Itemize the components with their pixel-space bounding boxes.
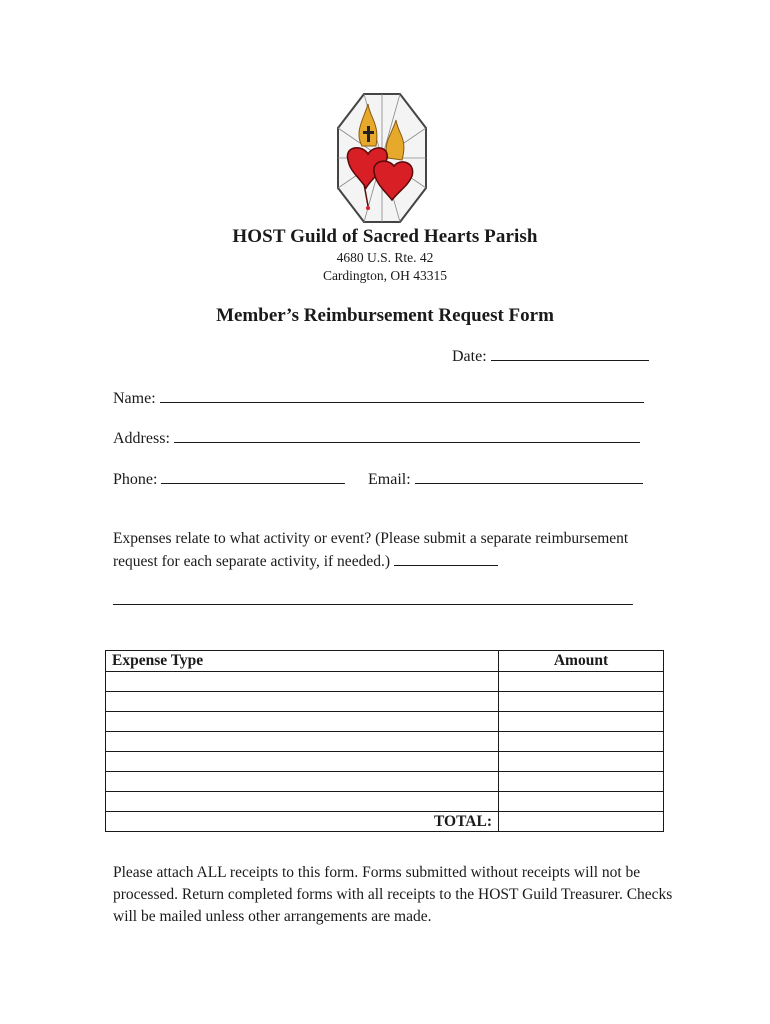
activity-input-line-2[interactable] xyxy=(113,604,633,605)
expense-type-cell[interactable] xyxy=(106,712,499,732)
expense-type-cell[interactable] xyxy=(106,772,499,792)
total-label: TOTAL: xyxy=(106,812,499,832)
date-input-line[interactable] xyxy=(491,344,649,361)
expense-type-cell[interactable] xyxy=(106,752,499,772)
table-row xyxy=(106,752,664,772)
expense-question-text: Expenses relate to what activity or event? (Please submit a separate reimbursement request for each separate activity, if needed.) xyxy=(113,530,629,570)
expense-type-cell[interactable] xyxy=(106,672,499,692)
table-row xyxy=(106,772,664,792)
phone-label: Phone: xyxy=(113,471,158,488)
expense-table xyxy=(105,650,664,832)
email-field xyxy=(368,467,643,489)
name-field xyxy=(113,386,644,408)
amount-cell[interactable] xyxy=(499,772,664,792)
amount-cell[interactable] xyxy=(499,672,664,692)
expense-rows xyxy=(106,672,664,812)
table-header-row xyxy=(106,651,664,672)
address-input-line[interactable] xyxy=(174,426,640,443)
phone-field xyxy=(113,467,345,489)
form-title: Member’s Reimbursement Request Form xyxy=(216,305,554,326)
table-row xyxy=(106,692,664,712)
address-line-1: 4680 U.S. Rte. 42 xyxy=(336,250,434,265)
address-field xyxy=(113,426,640,448)
email-label: Email: xyxy=(368,471,411,488)
amount-cell[interactable] xyxy=(499,692,664,712)
expense-type-cell[interactable] xyxy=(106,692,499,712)
table-row xyxy=(106,712,664,732)
amount-cell[interactable] xyxy=(499,752,664,772)
amount-cell[interactable] xyxy=(499,732,664,752)
col-expense-type: Expense Type xyxy=(106,651,499,672)
address-line-2: Cardington, OH 43315 xyxy=(322,268,448,283)
sacred-hearts-logo xyxy=(334,88,430,226)
amount-cell[interactable] xyxy=(499,712,664,732)
phone-input-line[interactable] xyxy=(161,467,345,484)
date-field xyxy=(452,344,649,366)
org-name: HOST Guild of Sacred Hearts Parish xyxy=(232,226,538,247)
expense-type-cell[interactable] xyxy=(106,732,499,752)
table-row xyxy=(106,732,664,752)
table-row xyxy=(106,672,664,692)
total-amount-cell[interactable] xyxy=(499,812,664,832)
expense-type-cell[interactable] xyxy=(106,792,499,812)
date-label: Date: xyxy=(452,348,487,365)
footer-note: Please attach ALL receipts to this form. Forms submitted without receipts will not be processed. Return completed forms with all receipts to the HOST Guild Treasurer. Checks will be mailed unless other arrangements are made. xyxy=(113,864,673,925)
name-label: Name: xyxy=(113,390,156,407)
name-input-line[interactable] xyxy=(160,386,644,403)
expense-question xyxy=(113,528,673,572)
total-row xyxy=(106,812,664,832)
table-row xyxy=(106,792,664,812)
col-amount: Amount xyxy=(499,651,664,672)
amount-cell[interactable] xyxy=(499,792,664,812)
address-label: Address: xyxy=(113,430,170,447)
activity-input-line[interactable] xyxy=(394,549,498,566)
email-input-line[interactable] xyxy=(415,467,643,484)
